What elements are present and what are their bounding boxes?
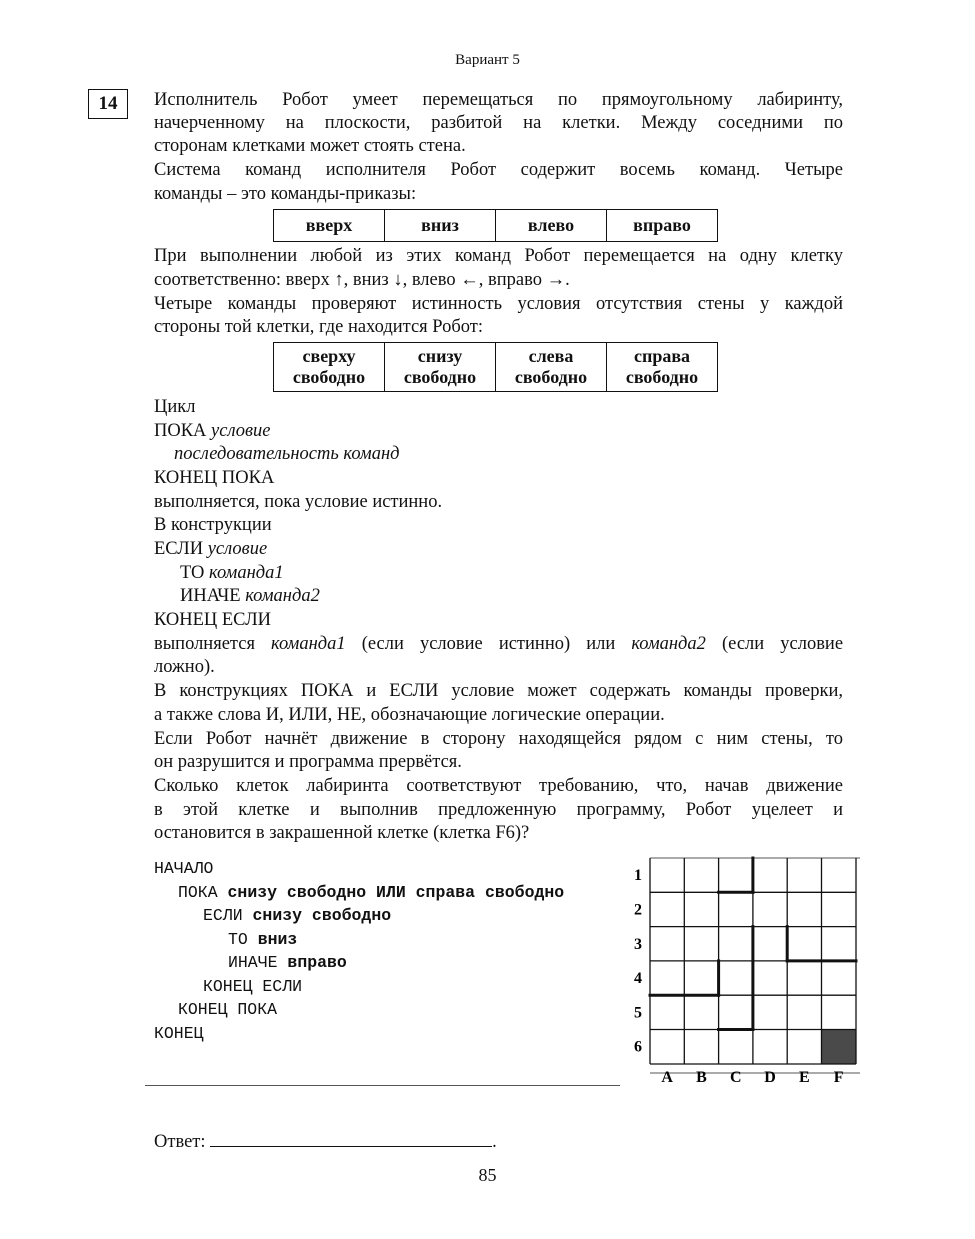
check-left-free: слева свободно bbox=[496, 343, 607, 392]
answer-line: Ответ: . bbox=[154, 1128, 497, 1153]
text-line: сторонам клетками может стоять стена. bbox=[154, 136, 466, 156]
command-right: вправо bbox=[607, 210, 718, 242]
maze-col-label: E bbox=[799, 1069, 810, 1086]
maze-col-label: B bbox=[696, 1069, 707, 1086]
maze-walls bbox=[650, 858, 856, 1030]
maze-row-label: 6 bbox=[634, 1038, 642, 1056]
maze-row-label: 1 bbox=[634, 867, 642, 885]
command-down: вниз bbox=[385, 210, 496, 242]
check-top-free: сверху свободно bbox=[274, 343, 385, 392]
move-commands-table bbox=[273, 209, 718, 242]
maze-col-label: F bbox=[833, 1069, 844, 1086]
rule-line: он разрушится и программа прервётся. bbox=[154, 752, 462, 772]
check-bottom-free: снизу свободно bbox=[385, 343, 496, 392]
in-construct: В конструкции bbox=[154, 515, 272, 535]
command-left: влево bbox=[496, 210, 607, 242]
answer-field[interactable] bbox=[210, 1128, 492, 1147]
if-desc-end: ложно). bbox=[154, 657, 215, 677]
program-begin: НАЧАЛО bbox=[154, 859, 214, 878]
maze-col-label: C bbox=[729, 1069, 742, 1086]
question-line: Сколько клеток лабиринта соответствуют требованию, что, начав движение bbox=[154, 776, 843, 796]
variant-header: Вариант 5 bbox=[455, 52, 520, 68]
answer-label: Ответ: bbox=[154, 1132, 206, 1152]
command-up: вверх bbox=[274, 210, 385, 242]
question-line: в этой клетке и выполнив предложенную программу, Робот уцелеет и bbox=[154, 800, 843, 820]
page-number: 85 bbox=[478, 1165, 497, 1185]
then-line: ТО команда1 bbox=[180, 563, 284, 583]
if-desc: выполняется команда1 (если условие истинно) или команда2 (если условие bbox=[154, 634, 844, 654]
program-if: ЕСЛИ снизу свободно bbox=[203, 906, 392, 925]
text-line: команды – это команды-приказы: bbox=[154, 184, 417, 204]
while-line: ПОКА условие bbox=[154, 421, 271, 441]
cycle-title: Цикл bbox=[154, 397, 196, 417]
text-line: стороны той клетки, где находится Робот: bbox=[154, 317, 484, 337]
if-line: ЕСЛИ условие bbox=[154, 539, 268, 559]
else-line: ИНАЧЕ команда2 bbox=[180, 586, 320, 606]
program-end-if: КОНЕЦ ЕСЛИ bbox=[203, 977, 303, 996]
while-body: последовательность команд bbox=[174, 444, 400, 464]
maze-row-label: 4 bbox=[634, 970, 642, 988]
divider bbox=[145, 1085, 620, 1086]
maze-row-label: 2 bbox=[634, 901, 642, 919]
maze-col-label: D bbox=[764, 1069, 776, 1086]
text-line: При выполнении любой из этих команд Робот перемещается на одну клетку bbox=[154, 246, 843, 266]
program-while: ПОКА снизу свободно ИЛИ справа свободно bbox=[178, 883, 565, 902]
text-line: Четыре команды проверяют истинность условия отсутствия стены у каждой bbox=[154, 294, 843, 314]
task-number: 14 bbox=[88, 89, 128, 119]
maze-row-label: 3 bbox=[634, 935, 642, 953]
end-if: КОНЕЦ ЕСЛИ bbox=[154, 610, 271, 630]
text-line: соответственно: вверх ↑, вниз ↓, влево ←, вправо →. bbox=[154, 270, 570, 290]
text-line: начерченному на плоскости, разбитой на клетки. Между соседними по bbox=[154, 113, 843, 133]
program-else: ИНАЧЕ вправо bbox=[228, 953, 347, 972]
end-while: КОНЕЦ ПОКА bbox=[154, 468, 275, 488]
maze-shaded-cell bbox=[822, 1030, 856, 1064]
check-commands-table bbox=[273, 342, 718, 392]
maze-row-label: 5 bbox=[634, 1004, 642, 1022]
program-end-while: КОНЕЦ ПОКА bbox=[178, 1000, 278, 1019]
rule-line: В конструкциях ПОКА и ЕСЛИ условие может содержать команды проверки, bbox=[154, 681, 843, 701]
text-line: Исполнитель Робот умеет перемещаться по прямоугольному лабиринту, bbox=[154, 90, 843, 110]
program-end: КОНЕЦ bbox=[154, 1024, 204, 1043]
text-line: Система команд исполнителя Робот содержит восемь команд. Четыре bbox=[154, 160, 843, 180]
question-line: остановится в закрашенной клетке (клетка F6)? bbox=[154, 823, 530, 843]
check-right-free: справа свободно bbox=[607, 343, 718, 392]
program-then: ТО вниз bbox=[228, 930, 298, 949]
rule-line: Если Робот начнёт движение в сторону находящейся рядом с ним стены, то bbox=[154, 729, 843, 749]
while-desc: выполняется, пока условие истинно. bbox=[154, 492, 443, 512]
maze-col-label: A bbox=[661, 1069, 673, 1086]
maze-grid bbox=[620, 852, 860, 1092]
rule-line: а также слова И, ИЛИ, НЕ, обозначающие логические операции. bbox=[154, 705, 665, 725]
